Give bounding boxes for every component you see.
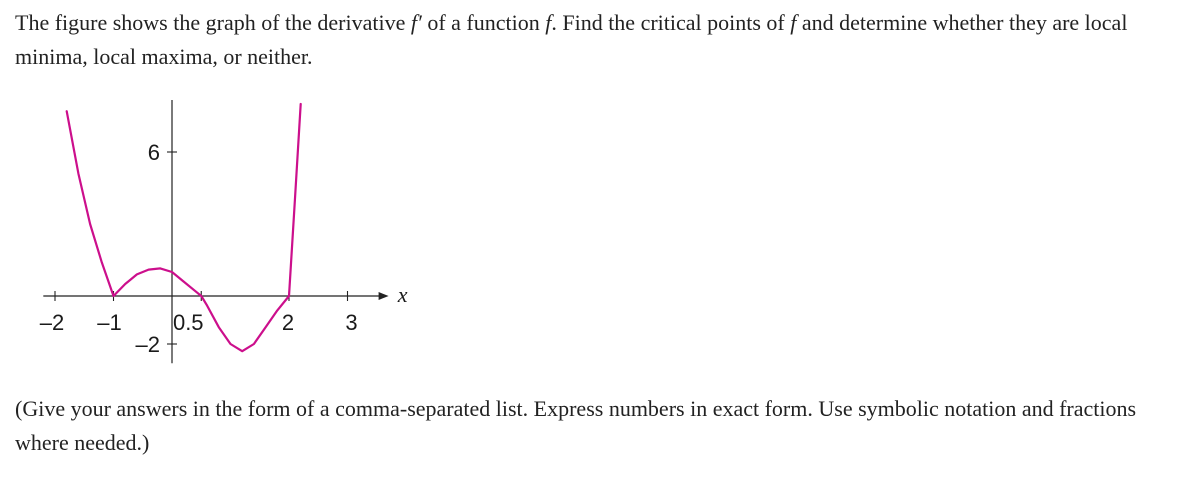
question-part2: of a function — [421, 10, 546, 35]
x-axis-label: x — [397, 282, 408, 307]
question-text — [15, 6, 1185, 74]
x-tick-label: –2 — [39, 310, 65, 335]
y-tick-label: –2 — [135, 332, 160, 357]
question-part4: and determine whether they are local minima, local maxima, or neither. — [15, 10, 1128, 69]
x-tick-label: 3 — [345, 310, 358, 335]
x-tick-label: 2 — [281, 310, 295, 335]
derivative-graph — [0, 100, 420, 380]
answer-instructions: (Give your answers in the form of a comma-separated list. Express numbers in exact form. Use symbolic notation and fractions where needed.) — [15, 396, 1137, 455]
y-tick-label: 6 — [147, 140, 160, 165]
question-part1: The figure shows the graph of the derivative — [15, 10, 411, 35]
f-symbol: f — [545, 10, 552, 35]
x-tick-label: –1 — [97, 310, 122, 335]
x-axis-arrow — [379, 292, 389, 300]
question-part3: . Find the critical points of — [551, 10, 791, 35]
labels — [40, 100, 408, 357]
x-tick-label: 0.5 — [172, 310, 204, 335]
f-symbol: f — [790, 10, 797, 35]
f-prime-symbol: f′ — [410, 10, 422, 35]
